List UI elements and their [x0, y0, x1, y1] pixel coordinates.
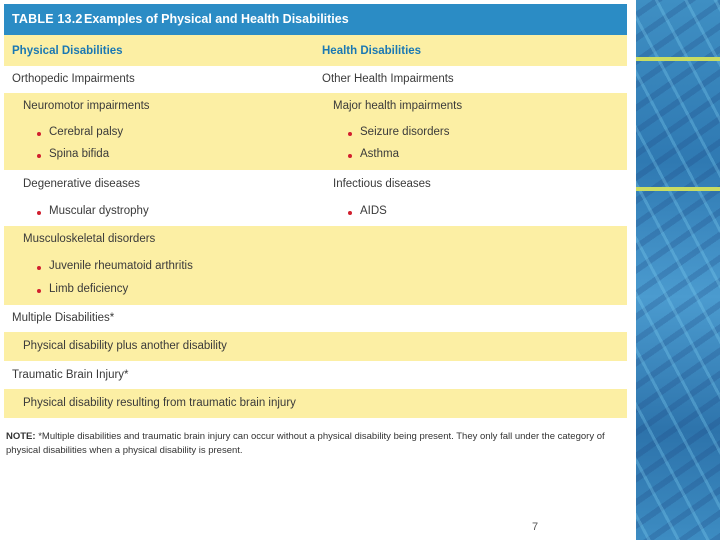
table-note — [6, 430, 623, 458]
table-row — [4, 93, 627, 170]
major-health-label: Major health impairments — [333, 100, 463, 112]
other-health-label: Other Health Impairments — [322, 73, 454, 85]
note-label: NOTE: — [6, 431, 36, 442]
list-item: Asthma — [360, 148, 399, 160]
bullet-icon — [37, 154, 41, 158]
list-item: Muscular dystrophy — [49, 205, 149, 217]
col-header-health: Health Disabilities — [322, 45, 422, 57]
col-header-physical: Physical Disabilities — [12, 45, 123, 57]
table-row — [4, 66, 627, 93]
table-row — [4, 389, 627, 418]
table-title-bar — [4, 4, 627, 35]
multiple-desc: Physical disability plus another disability — [23, 340, 227, 352]
bullet-icon — [37, 289, 41, 293]
neuromotor-label: Neuromotor impairments — [23, 100, 150, 112]
table-title: Examples of Physical and Health Disabilities — [84, 12, 349, 26]
decorative-stripe — [636, 57, 720, 61]
header-row — [4, 35, 627, 66]
decorative-side-panel — [636, 0, 720, 540]
multiple-label: Multiple Disabilities* — [12, 312, 115, 324]
decorative-stripe — [636, 187, 720, 191]
list-item: Cerebral palsy — [49, 126, 124, 138]
table-row — [4, 305, 627, 332]
note-line-2: physical disabilities when a physical disability is present. — [6, 445, 243, 456]
musculoskeletal-label: Musculoskeletal disorders — [23, 233, 156, 245]
bullet-icon — [348, 154, 352, 158]
table-row — [4, 332, 627, 361]
bullet-icon — [348, 211, 352, 215]
list-item: Seizure disorders — [360, 126, 450, 138]
note-line-1: *Multiple disabilities and traumatic brain injury can occur without a physical disability being present. They only fall under the category of — [38, 431, 605, 442]
table-row — [4, 361, 627, 389]
infectious-label: Infectious diseases — [333, 178, 431, 190]
table-row — [4, 170, 627, 226]
orthopedic-label: Orthopedic Impairments — [12, 73, 135, 85]
page-number: 7 — [532, 521, 539, 533]
list-item: Limb deficiency — [49, 283, 129, 295]
table-row — [4, 226, 627, 305]
tbi-label: Traumatic Brain Injury* — [12, 369, 129, 381]
table-number: TABLE 13.2 — [12, 12, 83, 26]
tbi-desc: Physical disability resulting from traumatic brain injury — [23, 397, 296, 409]
bullet-icon — [37, 266, 41, 270]
bullet-icon — [37, 211, 41, 215]
list-item: AIDS — [360, 205, 387, 217]
list-item: Spina bifida — [49, 148, 110, 160]
degenerative-label: Degenerative diseases — [23, 178, 140, 190]
bullet-icon — [37, 132, 41, 136]
bullet-icon — [348, 132, 352, 136]
list-item: Juvenile rheumatoid arthritis — [49, 260, 193, 272]
